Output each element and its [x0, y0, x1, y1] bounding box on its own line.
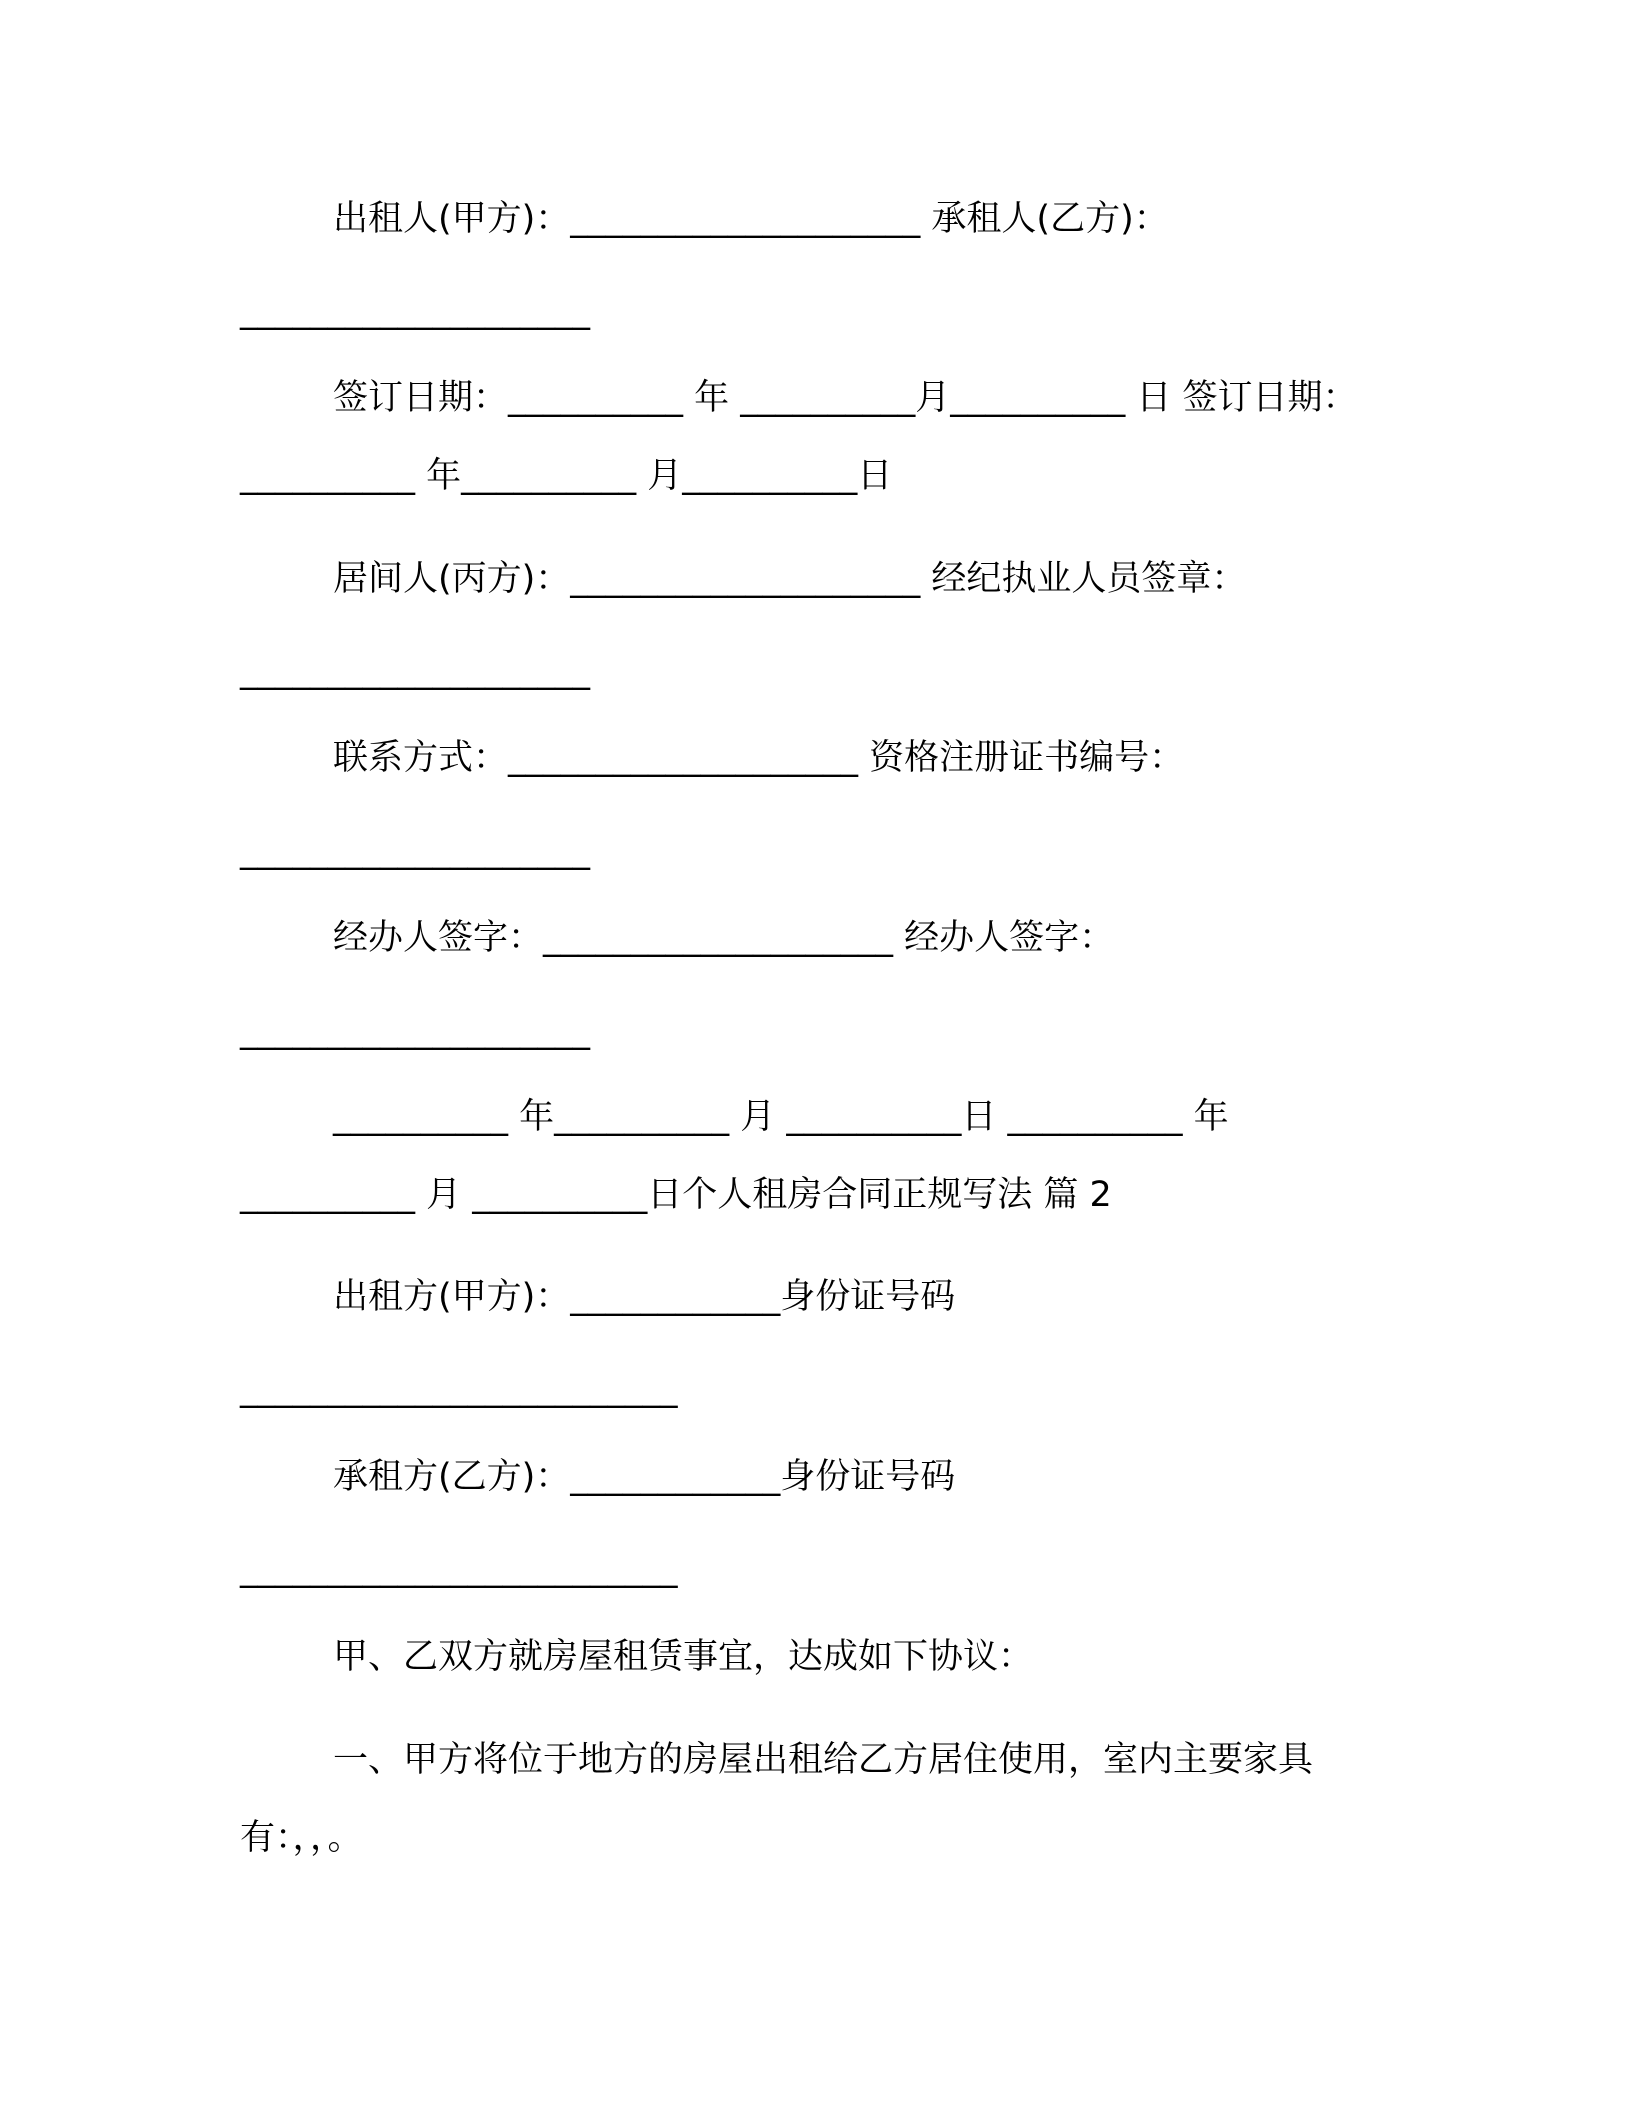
contact-line: 联系方式：____________________ 资格注册证书编号： — [333, 738, 1185, 778]
lessee-blank-line: ____________________ — [240, 291, 590, 331]
lessor-id-line: 出租方(甲方)：____________身份证号码 — [333, 1277, 956, 1317]
section-heading-line: __________ 月 __________日个人租房合同正规写法 篇 2 — [240, 1175, 1112, 1215]
signing-date-continued-line: __________ 年__________ 月__________日 — [240, 456, 893, 496]
handler-signature-line: 经办人签字：____________________ 经办人签字： — [333, 918, 1115, 958]
lessor-lessee-line: 出租人(甲方)：____________________ 承租人(乙方)： — [333, 199, 1169, 239]
date-blanks-line: __________ 年__________ 月 __________日 __________ 年 — [333, 1097, 1229, 1137]
lessor-id-blank-line: _________________________ — [240, 1369, 678, 1409]
handler-signature-blank-line: ____________________ — [240, 1011, 590, 1051]
lessee-id-line: 承租方(乙方)：____________身份证号码 — [333, 1457, 956, 1497]
intermediary-line: 居间人(丙方)：____________________ 经纪执业人员签章： — [333, 559, 1247, 599]
agent-seal-blank-line: ____________________ — [240, 651, 590, 691]
certificate-blank-line: ____________________ — [240, 831, 590, 871]
lessee-id-blank-line: _________________________ — [240, 1549, 678, 1589]
signing-date-line: 签订日期：__________ 年 __________月__________ 日 签订日期： — [333, 378, 1358, 418]
clause-one-continued-line: 有：，，。 — [240, 1818, 363, 1858]
agreement-intro-line: 甲、乙双方就房屋租赁事宜，达成如下协议： — [333, 1637, 1034, 1677]
clause-one-line: 一、甲方将位于地方的房屋出租给乙方居住使用，室内主要家具 — [333, 1740, 1314, 1780]
